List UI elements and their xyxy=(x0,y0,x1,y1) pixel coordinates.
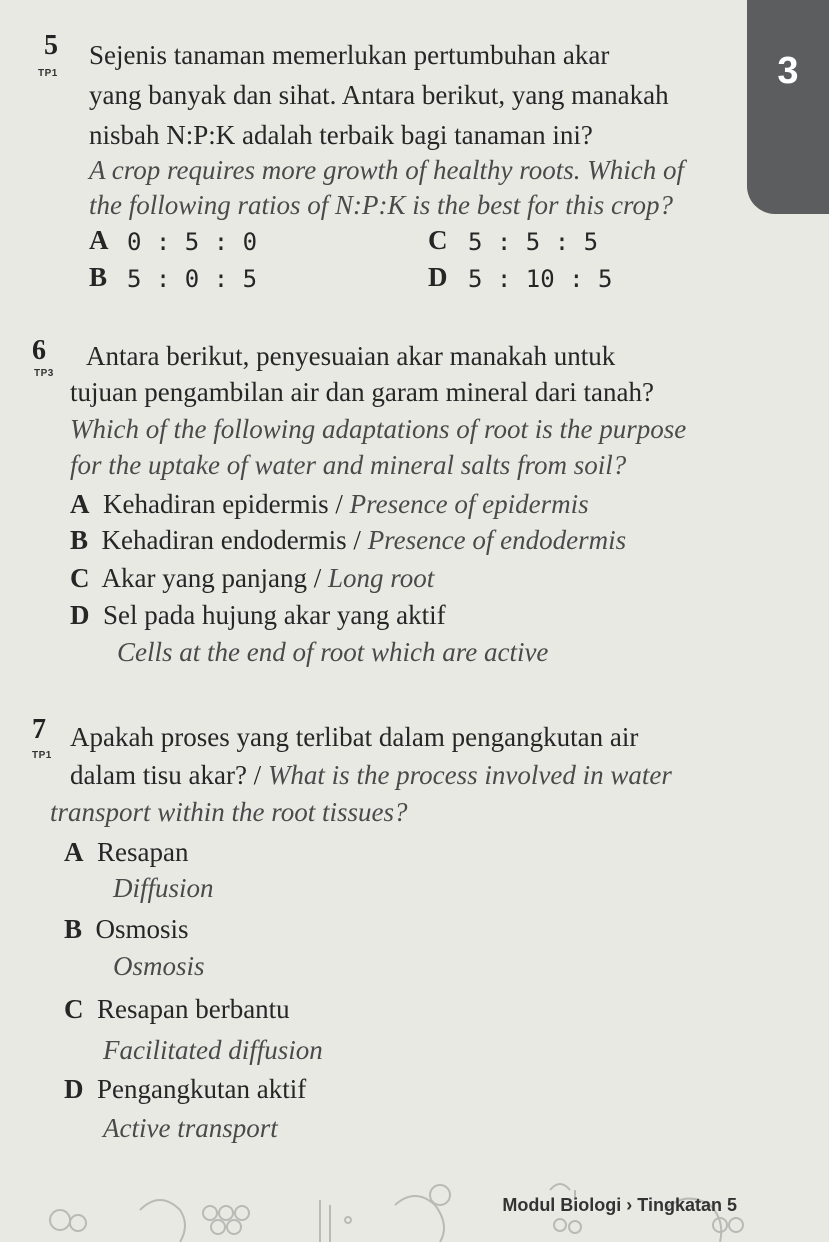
question-6-english-line-2: for the uptake of water and mineral salts from soil? xyxy=(70,450,627,480)
question-5-option-a-letter[interactable]: A xyxy=(89,225,109,255)
question-6-option-c-letter: C xyxy=(70,563,90,593)
question-5-option-c-letter[interactable]: C xyxy=(428,225,448,255)
question-5-option-a-ratio[interactable]: 0 : 5 : 0 xyxy=(127,228,258,256)
question-6-number: 6 xyxy=(32,335,46,366)
question-7-option-b-letter: B xyxy=(64,914,83,944)
question-5-english-line-1: A crop requires more growth of healthy roots. Which of xyxy=(89,155,684,185)
question-6-option-b-letter: B xyxy=(70,525,89,555)
question-7-malay-line-2: dalam tisu akar? / xyxy=(70,760,262,790)
chapter-tab xyxy=(747,0,829,214)
question-7-malay-line-1: Apakah proses yang terlibat dalam pengangkutan air xyxy=(70,722,639,752)
question-7-option-c-english: Facilitated diffusion xyxy=(103,1035,323,1065)
question-6-option-d-english: Cells at the end of root which are active xyxy=(117,637,549,667)
question-5-english-line-2: the following ratios of N:P:K is the best for this crop? xyxy=(89,190,674,220)
question-6-option-a[interactable] xyxy=(70,489,589,520)
question-7-option-a-letter: A xyxy=(64,837,84,867)
question-5-option-b-letter[interactable]: B xyxy=(89,262,108,292)
question-7-number: 7 xyxy=(32,714,46,745)
question-7-option-a-malay: Resapan xyxy=(97,837,189,867)
question-5-malay-line-3: nisbah N:P:K adalah terbaik bagi tanaman ini? xyxy=(89,120,593,150)
question-7-option-c[interactable] xyxy=(64,994,290,1025)
question-6-option-b-malay: Kehadiran endodermis / xyxy=(101,525,361,555)
question-7-option-d[interactable] xyxy=(64,1074,306,1105)
question-6-option-b[interactable] xyxy=(70,525,626,556)
question-7-option-b-malay: Osmosis xyxy=(95,914,189,944)
question-6-option-a-malay: Kehadiran epidermis / xyxy=(103,489,343,519)
question-7-option-a[interactable] xyxy=(64,837,188,868)
question-7-option-d-letter: D xyxy=(64,1074,84,1104)
question-5-malay-line-2: yang banyak dan sihat. Antara berikut, yang manakah xyxy=(89,80,669,110)
question-5-option-c-ratio[interactable]: 5 : 5 : 5 xyxy=(468,228,599,256)
question-5-number: 5 xyxy=(44,30,58,61)
question-7-option-d-english: Active transport xyxy=(103,1113,278,1143)
question-6-option-d[interactable] xyxy=(70,600,446,631)
question-5-option-d-ratio[interactable]: 5 : 10 : 5 xyxy=(468,265,613,293)
question-6-option-d-letter: D xyxy=(70,600,90,630)
question-5-option-b-ratio[interactable]: 5 : 0 : 5 xyxy=(127,265,258,293)
question-7-option-b[interactable] xyxy=(64,914,189,945)
question-7-line-2 xyxy=(70,760,672,791)
question-6-option-c[interactable] xyxy=(70,563,434,594)
question-7-option-d-malay: Pengangkutan aktif xyxy=(97,1074,307,1104)
question-7-option-b-english: Osmosis xyxy=(113,951,205,981)
question-6-malay-line-2: tujuan pengambilan air dan garam mineral dari tanah? xyxy=(70,377,655,407)
page-footer xyxy=(0,1165,829,1242)
chapter-number: 3 xyxy=(777,50,799,92)
question-6-option-a-letter: A xyxy=(70,489,90,519)
question-5-malay-line-1: Sejenis tanaman memerlukan pertumbuhan akar xyxy=(89,40,610,70)
question-7-english-line-1: What is the process involved in water xyxy=(267,760,672,790)
question-7-option-c-letter: C xyxy=(64,994,84,1024)
question-6-option-a-english: Presence of epidermis xyxy=(349,489,589,519)
question-6-option-c-english: Long root xyxy=(327,563,435,593)
question-7-english-line-2: transport within the root tissues? xyxy=(50,797,408,827)
question-7-level-tag: TP1 xyxy=(32,750,52,761)
question-6-option-d-malay: Sel pada hujung akar yang aktif xyxy=(103,600,446,630)
question-7-option-c-malay: Resapan berbantu xyxy=(97,994,290,1024)
question-5-option-d-letter[interactable]: D xyxy=(428,262,448,292)
question-6-english-line-1: Which of the following adaptations of root is the purpose xyxy=(70,414,687,444)
question-6-level-tag: TP3 xyxy=(34,368,54,379)
question-6-option-c-malay: Akar yang panjang / xyxy=(101,563,322,593)
footer-book-title: Modul Biologi › Tingkatan 5 xyxy=(502,1195,737,1215)
question-5-level-tag: TP1 xyxy=(38,68,58,79)
question-6-malay-line-1: Antara berikut, penyesuaian akar manakah untuk xyxy=(86,341,616,371)
question-7-option-a-english: Diffusion xyxy=(113,873,214,903)
question-6-option-b-english: Presence of endodermis xyxy=(367,525,627,555)
